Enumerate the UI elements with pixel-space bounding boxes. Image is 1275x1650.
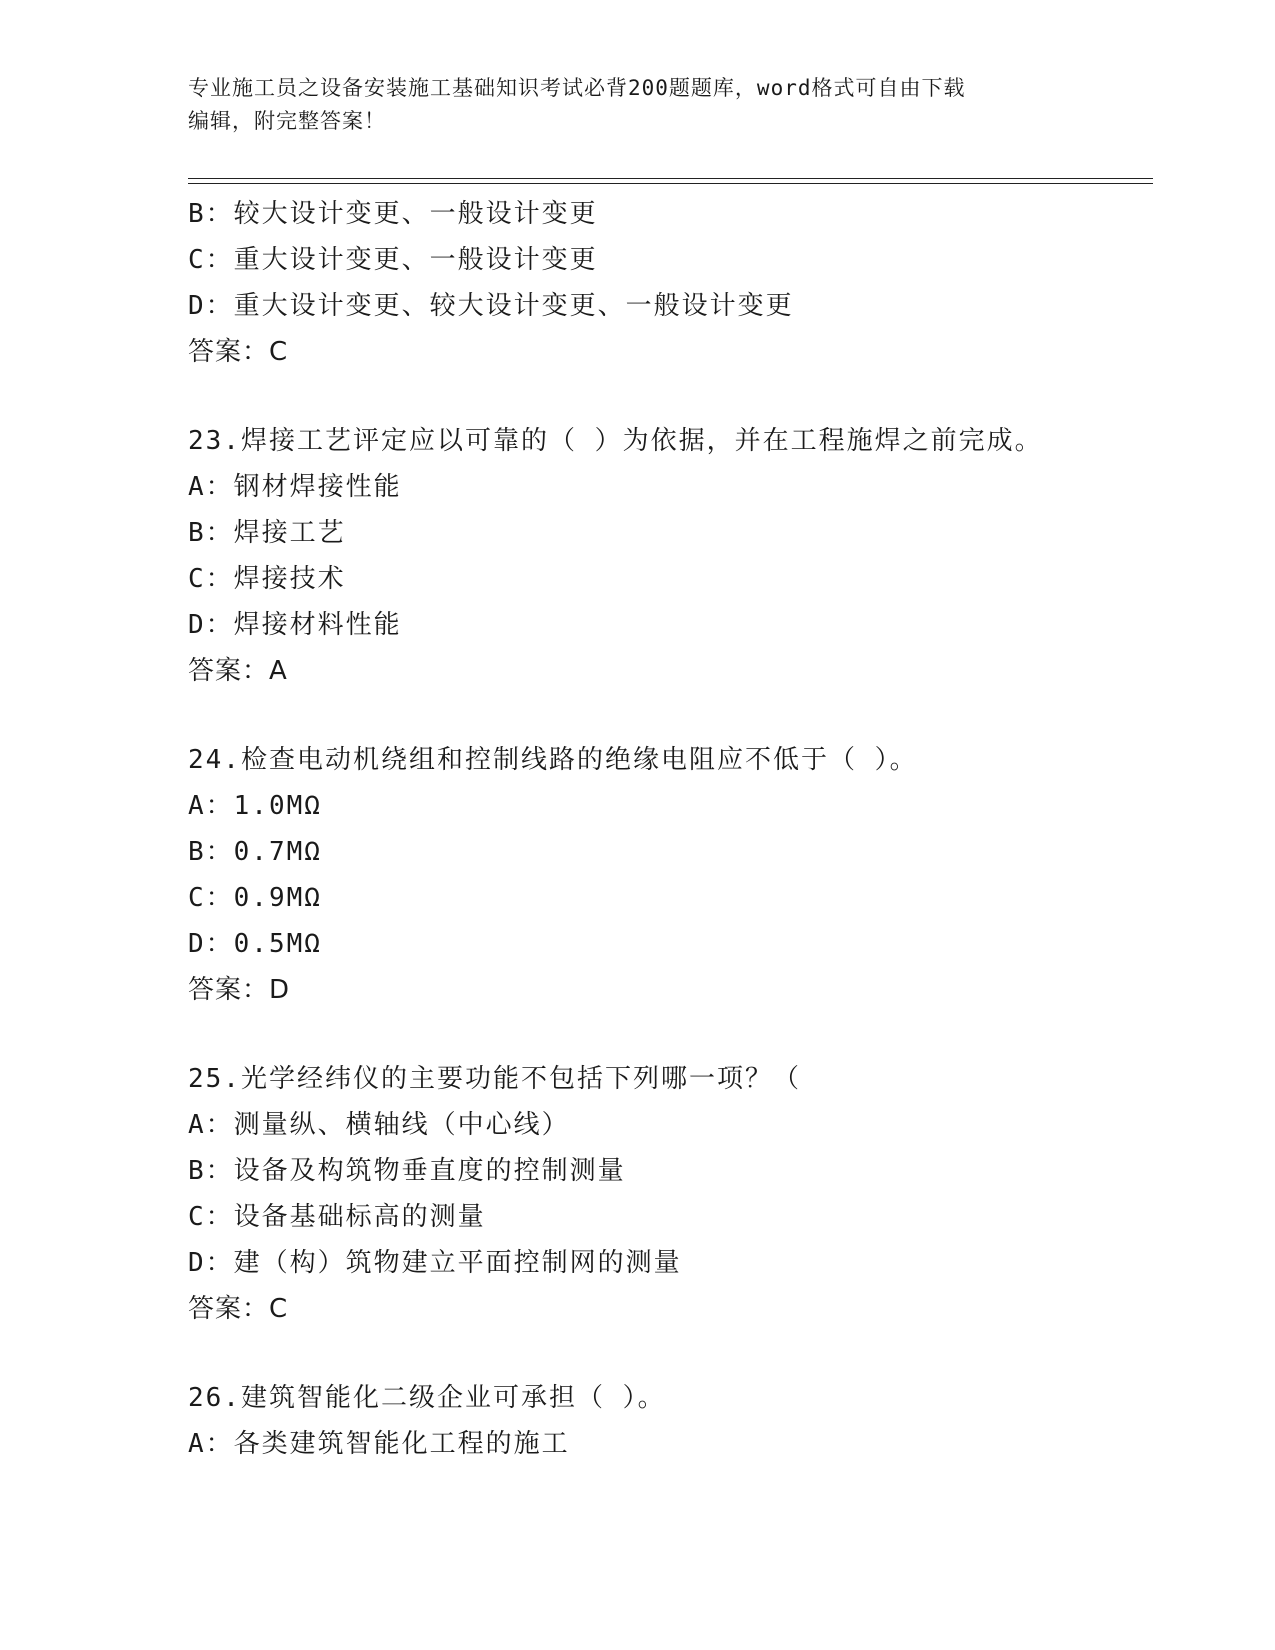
answer: 答案：D — [188, 975, 291, 1005]
option-a: A：钢材焊接性能 — [188, 472, 402, 502]
option-d: D：0.5MΩ — [188, 929, 322, 959]
option-d: D：重大设计变更、较大设计变更、一般设计变更 — [188, 291, 794, 321]
header-divider-top — [188, 178, 1153, 179]
option-a: A：1.0MΩ — [188, 791, 322, 821]
question-24 — [188, 737, 1148, 1013]
question-list — [188, 191, 1148, 1467]
document-header — [188, 72, 1088, 138]
question-stem: 23.焊接工艺评定应以可靠的（ ）为依据，并在工程施焊之前完成。 — [188, 426, 1043, 456]
question-stem: 24.检查电动机绕组和控制线路的绝缘电阻应不低于（ ）。 — [188, 745, 918, 775]
question-23 — [188, 418, 1148, 694]
answer: 答案：A — [188, 656, 288, 686]
option-d: D：焊接材料性能 — [188, 610, 402, 640]
question-stem: 26.建筑智能化二级企业可承担（ ）。 — [188, 1383, 666, 1413]
option-a: A：各类建筑智能化工程的施工 — [188, 1429, 570, 1459]
header-line-2: 编辑，附完整答案！ — [188, 109, 386, 133]
question-26 — [188, 1375, 1148, 1467]
option-d: D：建（构）筑物建立平面控制网的测量 — [188, 1248, 682, 1278]
option-a: A：测量纵、横轴线（中心线） — [188, 1110, 570, 1140]
question-22-partial — [188, 191, 1148, 375]
question-stem: 25.光学经纬仪的主要功能不包括下列哪一项？（ — [188, 1064, 801, 1094]
answer: 答案：C — [188, 1294, 289, 1324]
option-b: B：较大设计变更、一般设计变更 — [188, 199, 598, 229]
option-c: C：重大设计变更、一般设计变更 — [188, 245, 598, 275]
option-b: B：0.7MΩ — [188, 837, 322, 867]
option-c: C：0.9MΩ — [188, 883, 322, 913]
option-b: B：焊接工艺 — [188, 518, 346, 548]
header-divider-bottom — [188, 183, 1153, 184]
option-c: C：设备基础标高的测量 — [188, 1202, 486, 1232]
option-b: B：设备及构筑物垂直度的控制测量 — [188, 1156, 626, 1186]
header-line-1: 专业施工员之设备安装施工基础知识考试必背200题题库，word格式可自由下载 — [188, 76, 966, 100]
option-c: C：焊接技术 — [188, 564, 346, 594]
answer: 答案：C — [188, 337, 289, 367]
question-25 — [188, 1056, 1148, 1332]
